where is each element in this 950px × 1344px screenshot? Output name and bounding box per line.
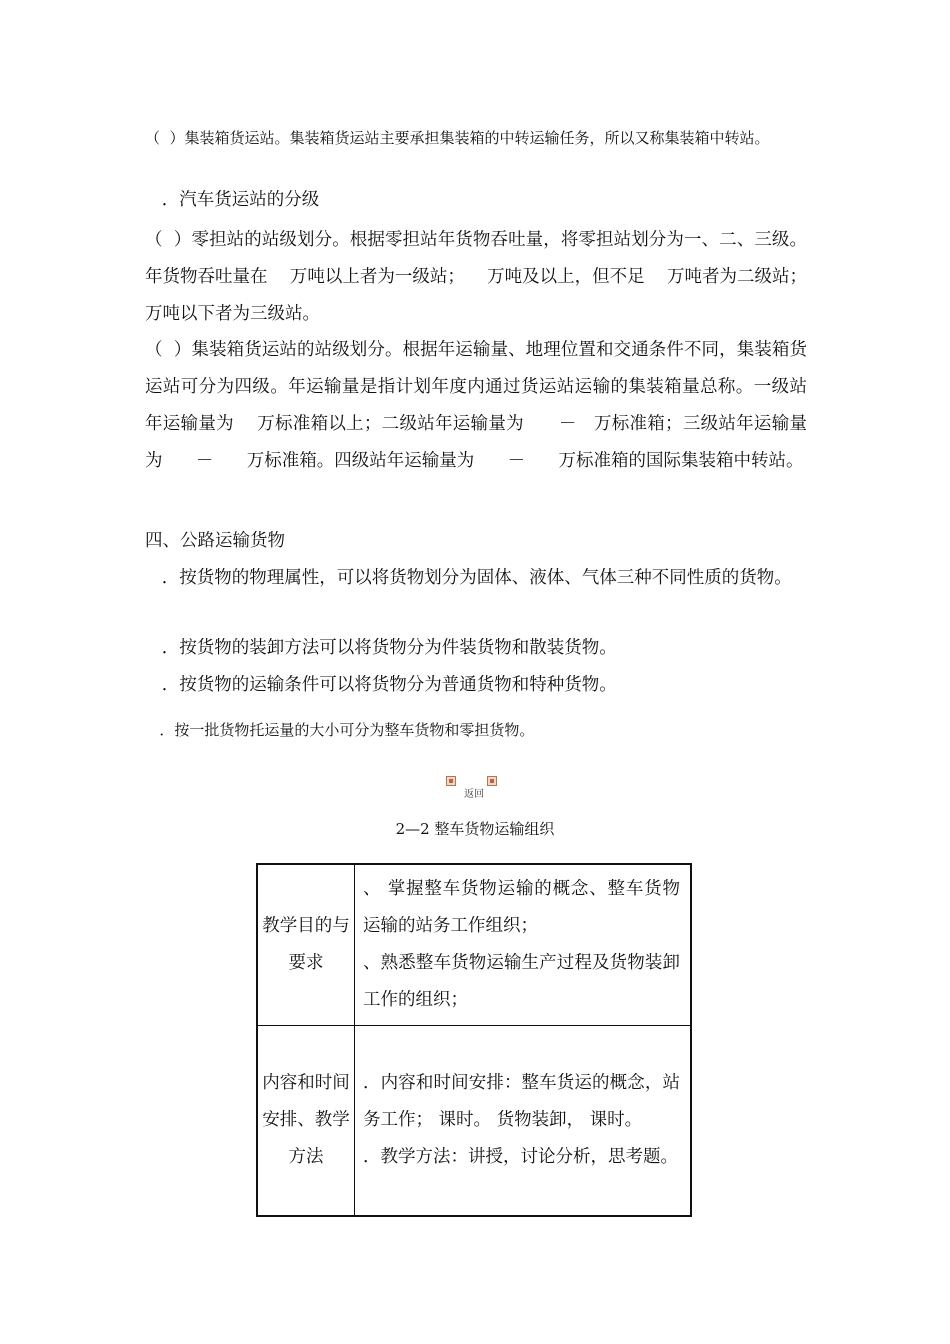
paragraph-container-station-grading: （ ）集装箱货运站的站级划分。根据年运输量、地理位置和交通条件不同，集装箱货运站可分为四级。年运输量是指计划年度内通过货运站运输的集装箱量总称。一级站年运输量为 万标准箱以上；二级站年运输量为 － 万标准箱；三级站年运输量为 － 万标准箱。四级站年运输量为 － 万标准箱的国际集装箱中转站。 <box>145 340 807 471</box>
table-row <box>257 864 691 1026</box>
heading-station-grading: ．汽车货运站的分级 <box>145 190 320 210</box>
objective-item: 、熟悉整车货物运输生产过程及货物装卸工作的组织； <box>363 953 680 1010</box>
paragraph-loading-method: ．按货物的装卸方法可以将货物分为件装货物和散装货物。 <box>145 638 617 658</box>
paragraph-transport-condition: ．按货物的运输条件可以将货物分为普通货物和特种货物。 <box>145 675 617 695</box>
schedule-item: ．内容和时间安排：整车货运的概念，站务工作； 课时。 货物装卸， 课时。 <box>363 1072 680 1130</box>
forward-arrow-icon[interactable] <box>487 776 497 786</box>
section-title: 2—2 整车货物运输组织 <box>395 820 555 838</box>
paragraph-physical-property: ．按货物的物理属性，可以将货物划分为固体、液体、气体三种不同性质的货物。 <box>145 568 792 588</box>
row-body-schedule <box>355 1026 692 1216</box>
row-header-objectives: 教学目的与要求 <box>257 864 355 1026</box>
back-link[interactable]: 返回 <box>464 789 484 800</box>
row-header-schedule: 内容和时间安排、教学方法 <box>257 1026 355 1216</box>
back-navigation[interactable] <box>440 772 510 802</box>
paragraph-batch-volume: ．按一批货物托运量的大小可分为整车货物和零担货物。 <box>145 721 535 739</box>
objective-item: 、 掌握整车货物运输的概念、整车货物运输的站务工作组织； <box>363 879 680 936</box>
paragraph-ltl-station-grading: （ ）零担站的站级划分。根据零担站年货物吞吐量，将零担站划分为一、二、三级。年货物吞吐量在 万吨以上者为一级站； 万吨及以上，但不足 万吨者为二级站； 万吨以下者为三级站。 <box>145 230 830 324</box>
schedule-item: ．教学方法：讲授，讨论分析，思考题。 <box>363 1146 678 1167</box>
back-arrow-icon[interactable] <box>446 776 456 786</box>
row-body-objectives <box>355 864 692 1026</box>
teaching-plan-table <box>256 863 692 1217</box>
table-row <box>257 1026 691 1216</box>
paragraph-container-station: （ ）集装箱货运站。集装箱货运站主要承担集装箱的中转运输任务，所以又称集装箱中转站。 <box>145 129 770 147</box>
heading-road-cargo: 四、公路运输货物 <box>145 531 285 551</box>
